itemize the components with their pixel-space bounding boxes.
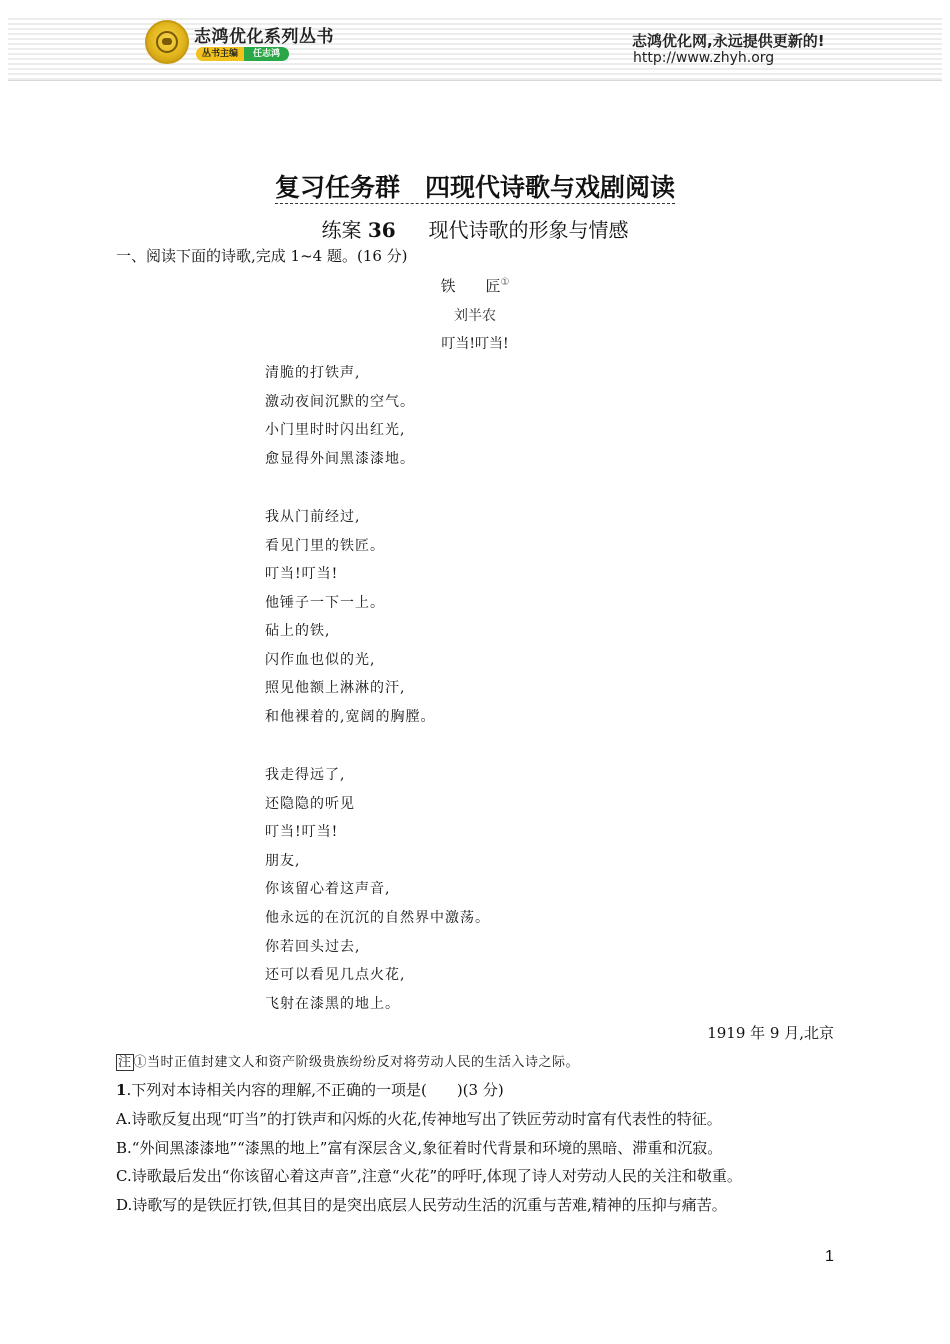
poem-line: 愈显得外间黑漆漆地。 [265,451,415,467]
poem-title-text: 铁 匠 [440,277,501,295]
editor-label: 丛书主编 [196,47,244,61]
editor-badge [196,47,289,61]
poem-line: 小门里时时闪出红光, [265,422,406,438]
poem-line: 砧上的铁, [265,623,331,639]
header-slogan: 志鸿优化网,永远提供更新的! [632,32,825,50]
poem-line: 你该留心着这声音, [265,881,391,897]
option-a: A.诗歌反复出现“叮当”的打铁声和闪烁的火花,传神地写出了铁匠劳动时富有代表性的特征。 [116,1110,722,1128]
question-text: .下列对本诗相关内容的理解,不正确的一项是( )(3 分) [126,1081,504,1099]
poem-line: 照见他额上淋淋的汗, [265,680,406,696]
poem-line: 叮当!叮当! [265,566,339,582]
series-title: 志鸿优化系列丛书 [194,27,334,47]
poem-refrain: 叮当!叮当! [441,336,509,352]
publisher-logo-icon [145,20,189,64]
poem-line: 我从门前经过, [265,509,361,525]
question-stem [116,1079,504,1100]
option-b: B.“外间黑漆漆地”“漆黑的地上”富有深层含义,象征着时代背景和环境的黑暗、滞重和沉寂。 [116,1139,723,1157]
section-heading: 一、阅读下面的诗歌,完成 1~4 题。(16 分) [116,247,408,265]
header-url: http://www.zhyh.org [633,50,775,66]
poem-line: 我走得远了, [265,767,346,783]
poem-line: 激动夜间沉默的空气。 [265,394,415,410]
header-divider [8,80,942,81]
poem-line: 他锤子一下一上。 [265,595,385,611]
note-text: ①当时正值封建文人和资产阶级贵族纷纷反对将劳动人民的生活入诗之际。 [133,1055,580,1070]
poem-line: 朋友, [265,853,301,869]
poem-line: 和他裸着的,宽阔的胸膛。 [265,709,436,725]
poem-line: 他永远的在沉沉的自然界中激荡。 [265,910,490,926]
poem-line: 清脆的打铁声, [265,365,361,381]
page-title-text: 复习任务群 四现代诗歌与戏剧阅读 [274,173,675,202]
poem-line: 还可以看见几点火花, [265,967,406,983]
editor-name: 任志鸿 [244,47,289,61]
page-title [0,168,950,204]
exercise-topic: 现代诗歌的形象与情感 [428,218,629,242]
poem-line: 叮当!叮当! [265,824,339,840]
poem-line: 飞射在漆黑的地上。 [265,996,400,1012]
exercise-number: 36 [367,218,396,242]
exercise-title [0,214,950,243]
poem-note-marker: ① [500,277,510,288]
poem-date: 1919 年 9 月,北京 [707,1024,834,1042]
page-number: 1 [825,1248,834,1265]
option-d: D.诗歌写的是铁匠打铁,但其目的是突出底层人民劳动生活的沉重与苦难,精神的压抑与痛苦。 [116,1196,727,1214]
exercise-prefix: 练案 [321,218,362,242]
footnote [116,1051,579,1070]
question-number: 1 [116,1081,127,1099]
logo-emblem [162,38,172,45]
poem-author: 刘半农 [454,308,496,324]
poem-line: 闪作血也似的光, [265,652,376,668]
poem-line: 还隐隐的听见 [265,796,355,812]
note-label: 注 [118,1055,132,1070]
option-c: C.诗歌最后发出“你该留心着这声音”,注意“火花”的呼吁,体现了诗人对劳动人民的关注和敬重。 [116,1167,742,1185]
poem-title [0,275,950,296]
poem-line: 你若回头过去, [265,939,361,955]
poem-line: 看见门里的铁匠。 [265,538,385,554]
